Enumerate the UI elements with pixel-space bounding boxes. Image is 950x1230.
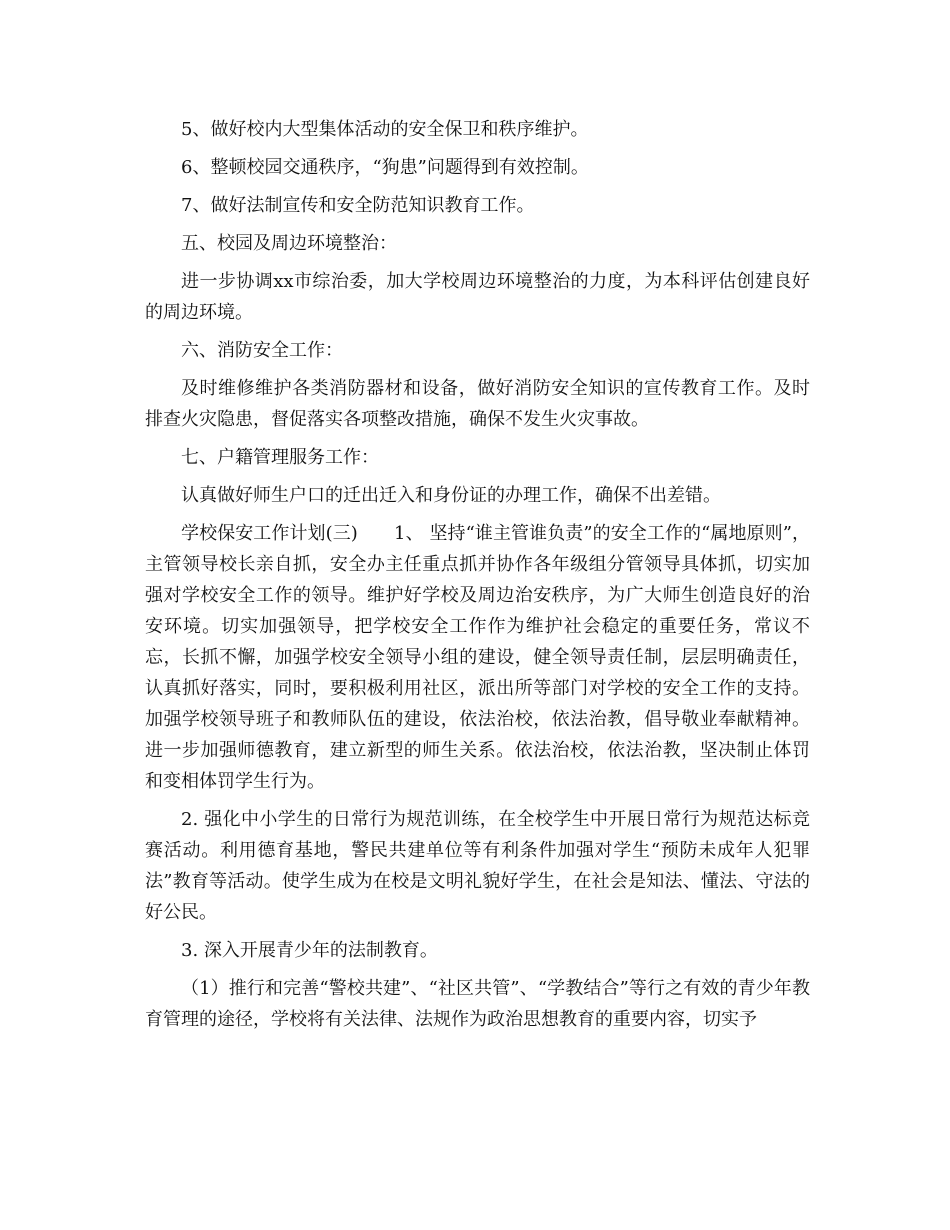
paragraph-item-7: 7、做好法制宣传和安全防范知识教育工作。 xyxy=(181,195,535,216)
section-heading-fire-safety: 六、消防安全工作： xyxy=(181,340,343,361)
paragraph-item-5: 5、做好校内大型集体活动的安全保卫和秩序维护。 xyxy=(181,119,589,140)
paragraph-fire-safety: 及时维修维护各类消防器材和设备，做好消防安全知识的宣传教育工作。及时排查火灾隐患，督促落实各项整改措施，确保不发生火灾事故。 xyxy=(145,378,810,430)
section-heading-household: 七、户籍管理服务工作： xyxy=(181,447,379,468)
document-body xyxy=(145,114,810,1042)
paragraph-household: 认真做好师生户口的迁出迁入和身份证的办理工作，确保不出差错。 xyxy=(181,485,721,506)
paragraph-item-6: 6、整顿校园交通秩序，“狗患”问题得到有效控制。 xyxy=(181,157,589,178)
paragraph-cooperation: （1）推行和完善“警校共建”、“社区共管”、“学教结合”等行之有效的青少年教育管理的途径，学校将有关法律、法规作为政治思想教育的重要内容，切实予 xyxy=(145,978,810,1030)
paragraph-environment: 进一步协调xx市综治委，加大学校周边环境整治的力度，为本科评估创建良好的周边环境。 xyxy=(145,271,810,323)
paragraph-behavior-training: 2. 强化中小学生的日常行为规范训练，在全校学生中开展日常行为规范达标竞赛活动。利用德育基地，警民共建单位等有利条件加强对学生“预防未成年人犯罪法”教育等活动。使学生成为在校是文明礼貌好学生，在社会是知法、懂法、守法的好公民。 xyxy=(145,809,810,923)
paragraph-security-plan: 学校保安工作计划(三) 1、 坚持“谁主管谁负责”的安全工作的“属地原则”，主管领导校长亲自抓，安全办主任重点抓并协作各年级组分管领导具体抓，切实加强对学校安全工作的领导。维护好学校及周边治安秩序，为广大师生创造良好的治安环境。切实加强领导，把学校安全工作作为维护社会稳定的重要任务，常议不忘，长抓不懈，加强学校安全领导小组的建设，健全领导责任制，层层明确责任，认真抓好落实，同时，要积极利用社区，派出所等部门对学校的安全工作的支持。加强学校领导班子和教师队伍的建设，依法治校，依法治教，倡导敬业奉献精神。进一步加强师德教育，建立新型的师生关系。依法治校，依法治教，坚决制止体罚和变相体罚学生行为。 xyxy=(145,523,810,792)
section-heading-environment: 五、校园及周边环境整治： xyxy=(181,233,397,254)
paragraph-legal-education: 3. 深入开展青少年的法制教育。 xyxy=(181,940,438,961)
